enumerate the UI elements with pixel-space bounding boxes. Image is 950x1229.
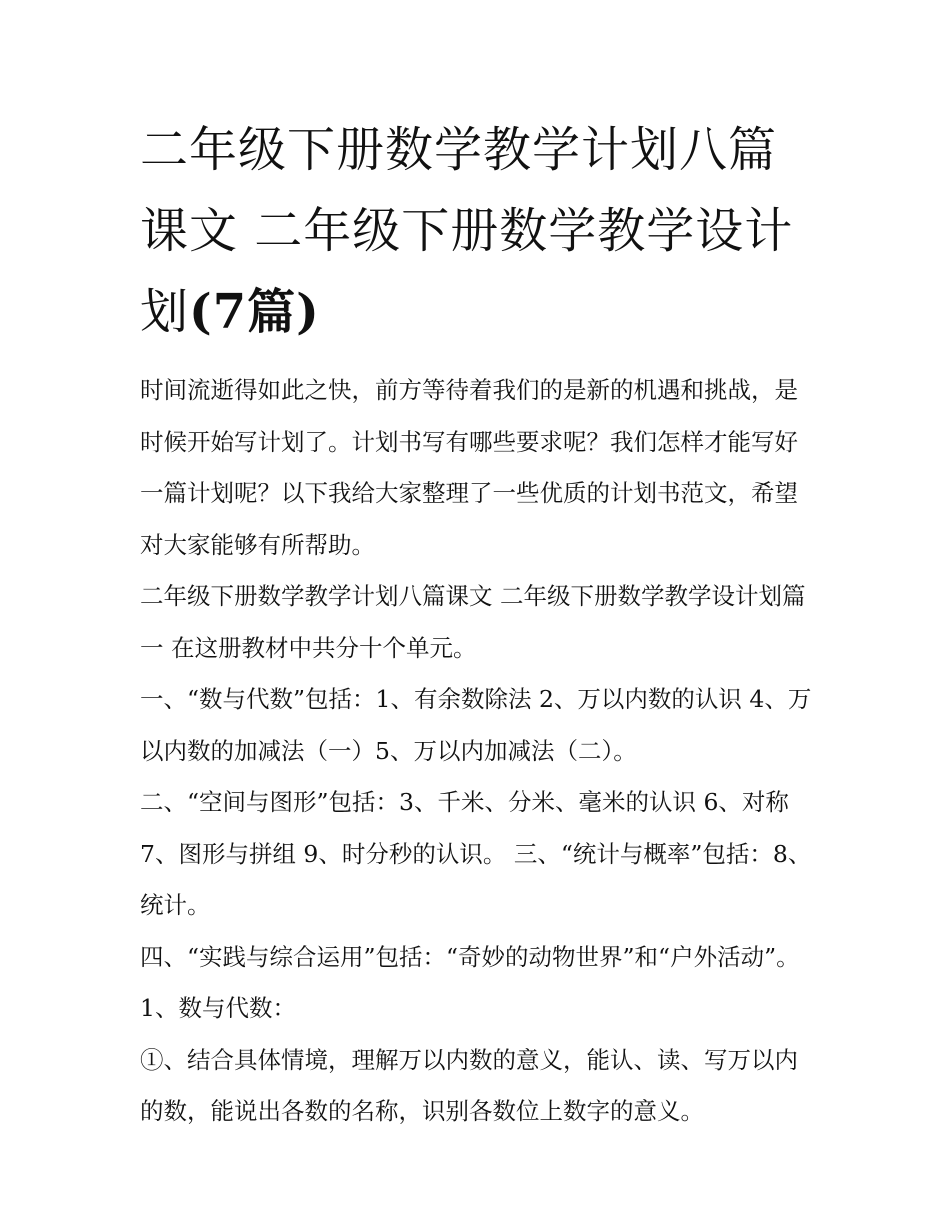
intro-paragraph: 时间流逝得如此之快，前方等待着我们的是新的机遇和挑战，是时候开始写计划了。计划书写有哪些要求呢？我们怎样才能写好一篇计划呢？以下我给大家整理了一些优质的计划书范文，希望对大家能够有所帮助。 [140,376,798,559]
title-main: 二年级下册数学教学计划八篇课文 二年级下册数学教学设计划 [140,122,794,340]
space-graphics-paragraph: 二、“空间与图形”包括：3、千米、分米、毫米的认识 6、对称 7、图形与拼组 9、时分秒的认识。 三、“统计与概率”包括：8、统计。 [140,788,812,919]
practice-paragraph: 四、“实践与综合运用”包括：“奇妙的动物世界”和“户外活动”。 1、数与代数： [140,942,800,1022]
title-suffix: (7篇) [189,284,320,340]
number-algebra-paragraph: 一、“数与代数”包括：1、有余数除法 2、万以内数的认识 4、万以内数的加减法（一）5、万以内加减法（二）。 [140,685,812,765]
document-title [140,110,815,353]
objective-paragraph: ①、结合具体情境，理解万以内数的意义，能认、读、写万以内的数，能说出各数的名称，识别各数位上数字的意义。 [140,1045,798,1125]
section-heading-paragraph: 二年级下册数学教学计划八篇课文 二年级下册数学教学设计划篇一 在这册教材中共分十个单元。 [140,582,806,662]
document-page [140,110,815,1138]
